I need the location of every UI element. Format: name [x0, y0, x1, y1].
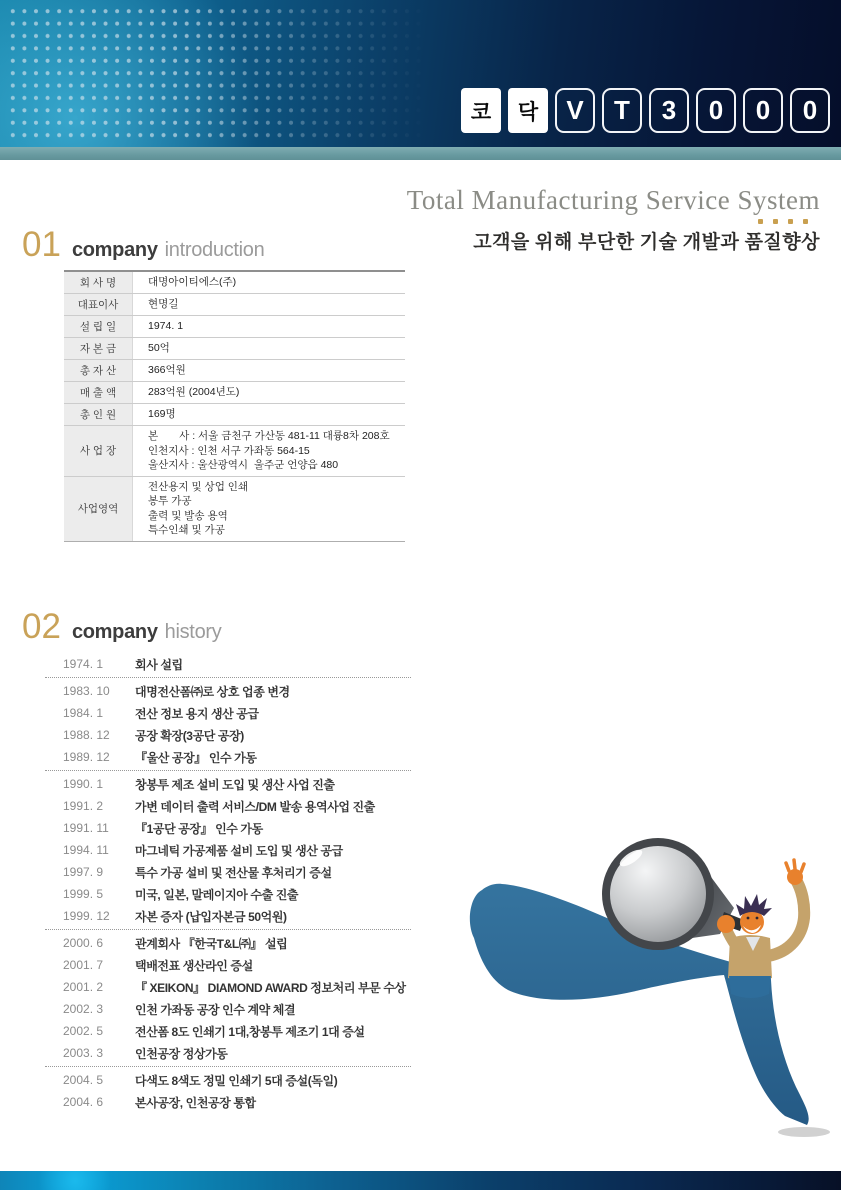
history-text: 특수 가공 설비 및 전산물 후처리기 증설	[135, 865, 332, 880]
history-text: 창봉투 제조 설비 도입 및 생산 사업 진출	[135, 777, 335, 792]
history-date: 2002. 5	[63, 1024, 104, 1038]
mascot-illustration	[468, 834, 841, 1166]
history-date: 1984. 1	[63, 706, 104, 720]
logo-box-outline: 3	[649, 88, 689, 133]
table-row	[64, 360, 405, 382]
history-row	[45, 932, 411, 954]
history-text: 관계회사 『한국T&L㈜』 설립	[135, 936, 288, 951]
logo-box-outline: 0	[696, 88, 736, 133]
history-list	[45, 651, 411, 1115]
table-value-line: 50억	[148, 342, 170, 355]
history-date: 1974. 1	[63, 657, 104, 671]
table-value	[133, 426, 405, 476]
section2-number: 02	[22, 607, 61, 646]
table-value	[133, 404, 405, 425]
history-text: 택배전표 생산라인 증설	[135, 958, 253, 973]
hero-block	[407, 186, 820, 254]
history-row	[45, 861, 411, 883]
history-date: 1990. 1	[63, 777, 104, 791]
mascot-fingers	[786, 860, 804, 872]
table-row	[64, 294, 405, 316]
history-row	[45, 653, 411, 675]
mascot-fist	[717, 915, 735, 933]
company-table	[64, 270, 405, 542]
table-label: 회 사 명	[64, 272, 133, 293]
history-row	[45, 1069, 411, 1091]
table-value-line: 본 사 : 서울 금천구 가산동 481-11 대륭8차 208호	[148, 430, 390, 442]
dot-pattern	[7, 5, 431, 143]
history-row	[45, 905, 411, 927]
section1-number: 01	[22, 225, 61, 264]
table-value-line: 봉투 가공	[148, 495, 192, 507]
table-value	[133, 294, 405, 315]
history-text: 본사공장, 인천공장 통합	[135, 1095, 256, 1110]
logo-box-solid: 코	[461, 88, 501, 133]
mascot-eye-left	[747, 917, 750, 920]
history-date: 1991. 11	[63, 821, 109, 835]
table-value	[133, 316, 405, 337]
history-row	[45, 998, 411, 1020]
accent-dot	[803, 219, 808, 224]
mascot-arm-raised	[768, 880, 804, 956]
history-date: 2002. 3	[63, 1002, 104, 1016]
section2-title-bold: company	[71, 621, 158, 643]
history-group	[45, 771, 411, 930]
history-text: 자본 증자 (납입자본금 50억원)	[135, 909, 287, 924]
history-row	[45, 1020, 411, 1042]
history-date: 1983. 10	[63, 684, 110, 698]
table-label: 총 인 원	[64, 404, 133, 425]
table-label: 총 자 산	[64, 360, 133, 381]
history-date: 1991. 2	[63, 799, 104, 813]
section1-title-light: introduction	[164, 239, 265, 261]
accent-dot	[758, 219, 763, 224]
history-date: 2004. 5	[63, 1073, 104, 1087]
table-value	[133, 272, 405, 293]
table-value-line: 1974. 1	[148, 320, 184, 333]
table-row	[64, 426, 405, 477]
history-date: 2003. 3	[63, 1046, 104, 1060]
table-value-line: 169명	[148, 408, 176, 421]
table-value	[133, 477, 405, 541]
history-row	[45, 795, 411, 817]
history-text: 『울산 공장』 인수 가동	[135, 750, 257, 765]
history-date: 2000. 6	[63, 936, 104, 950]
history-date: 1994. 11	[63, 843, 109, 857]
logo-box-outline: T	[602, 88, 642, 133]
table-value-line: 366억원	[148, 364, 186, 377]
history-row	[45, 702, 411, 724]
history-row	[45, 839, 411, 861]
history-date: 2001. 2	[63, 980, 104, 994]
table-label: 대표이사	[64, 294, 133, 315]
history-group	[45, 930, 411, 1067]
table-label: 매 출 액	[64, 382, 133, 403]
section1-title-bold: company	[71, 239, 158, 261]
shadow	[778, 1127, 830, 1137]
history-row	[45, 746, 411, 768]
history-text: 다색도 8색도 정밀 인쇄기 5대 증설(독일)	[135, 1073, 338, 1088]
history-date: 1997. 9	[63, 865, 104, 879]
accent-dot	[788, 219, 793, 224]
history-text: 가변 데이터 출력 서비스/DM 발송 용역사업 진출	[135, 799, 375, 814]
mascot-eye-right	[756, 917, 759, 920]
header-banner	[0, 0, 841, 147]
hero-subtitle: 고객을 위해 부단한 기술 개발과 품질향상	[473, 232, 820, 253]
history-text: 공장 확장(3공단 공장)	[135, 728, 244, 743]
history-date: 2001. 7	[63, 958, 104, 972]
history-text: 『1공단 공장』 인수 가동	[135, 821, 263, 836]
table-value	[133, 382, 405, 403]
table-value-line: 특수인쇄 및 가공	[148, 524, 225, 536]
history-group	[45, 1067, 411, 1115]
history-text: 『 XEIKON』 DIAMOND AWARD 정보처리 부문 수상	[135, 980, 406, 995]
history-text: 대명전산폼㈜로 상호 업종 변경	[135, 684, 290, 699]
history-text: 미국, 일본, 말레이지아 수출 진출	[135, 887, 299, 902]
table-value-line: 대명아이티에스(주)	[148, 276, 237, 289]
logo-box-outline: 0	[790, 88, 830, 133]
table-label: 자 본 금	[64, 338, 133, 359]
history-date: 1988. 12	[63, 728, 110, 742]
history-date: 1999. 12	[63, 909, 110, 923]
history-text: 인천 가좌동 공장 인수 계약 체결	[135, 1002, 296, 1017]
table-row	[64, 316, 405, 338]
history-text: 회사 설립	[135, 657, 183, 672]
history-date: 1999. 5	[63, 887, 104, 901]
history-row	[45, 954, 411, 976]
history-row	[45, 680, 411, 702]
footer-bar	[0, 1171, 841, 1190]
mascot-pants	[729, 976, 771, 998]
table-row	[64, 404, 405, 426]
history-row	[45, 724, 411, 746]
table-row	[64, 382, 405, 404]
history-text: 전산폼 8도 인쇄기 1대,창봉투 제조기 1대 증설	[135, 1024, 365, 1039]
history-text: 마그네틱 가공제품 설비 도입 및 생산 공급	[135, 843, 343, 858]
table-value-line: 출력 및 발송 용역	[148, 509, 228, 522]
table-row	[64, 477, 405, 541]
table-value-line: 울산지사 : 울산광역시 울주군 언양읍 480	[148, 459, 339, 471]
history-text: 전산 정보 용지 생산 공급	[135, 706, 259, 721]
table-row	[64, 338, 405, 360]
history-row	[45, 1042, 411, 1064]
table-value	[133, 338, 405, 359]
history-group	[45, 651, 411, 678]
history-row	[45, 976, 411, 998]
history-row	[45, 817, 411, 839]
table-label: 사 업 장	[64, 426, 133, 476]
history-row	[45, 1091, 411, 1113]
section2-title-light: history	[164, 621, 222, 643]
section1-heading	[22, 225, 265, 264]
table-value	[133, 360, 405, 381]
table-value-line: 현명길	[148, 298, 179, 311]
history-text: 인천공장 정상가동	[135, 1046, 228, 1061]
hero-accent-dots	[407, 219, 808, 224]
history-date: 1989. 12	[63, 750, 110, 764]
logo-box-solid: 닥	[508, 88, 548, 133]
table-value-line: 전산용지 및 상업 인쇄	[148, 480, 249, 493]
megaphone-lens	[606, 842, 710, 946]
logo-row	[461, 88, 830, 133]
header-divider-bar	[0, 147, 841, 160]
hero-title: Total Manufacturing Service System	[406, 185, 820, 215]
table-label: 설 립 일	[64, 316, 133, 337]
table-value-line: 인천지사 : 인천 서구 가좌동 564-15	[148, 444, 310, 457]
section2-heading	[22, 607, 222, 646]
history-row	[45, 883, 411, 905]
logo-box-outline: V	[555, 88, 595, 133]
history-row	[45, 773, 411, 795]
history-date: 2004. 6	[63, 1095, 104, 1109]
table-label: 사업영역	[64, 477, 133, 541]
table-value-line: 283억원 (2004년도)	[148, 386, 240, 399]
logo-box-outline: 0	[743, 88, 783, 133]
history-group	[45, 678, 411, 771]
accent-dot	[773, 219, 778, 224]
table-row	[64, 272, 405, 294]
